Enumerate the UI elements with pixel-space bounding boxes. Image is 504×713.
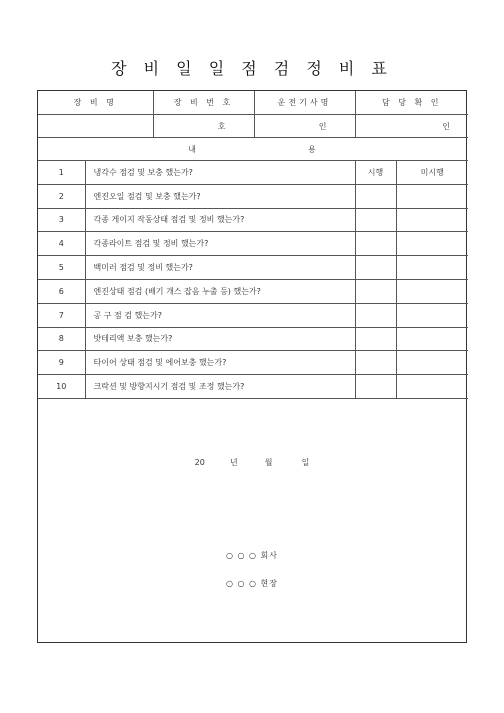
not-done-check-cell[interactable] xyxy=(396,351,468,375)
item-number: 6 xyxy=(38,279,85,303)
item-text: 엔진상태 점검 (배기 개스 잡음 누출 등) 했는가? xyxy=(85,279,355,303)
not-done-check-cell[interactable] xyxy=(396,232,468,256)
item-number: 1 xyxy=(38,161,85,185)
equipment-name-field[interactable] xyxy=(38,115,153,138)
content-header-left: 내 xyxy=(188,144,198,154)
page-title: 장 비 일 일 점 검 정 비 표 xyxy=(111,59,393,78)
equipment-no-label: 장 비 번 호 xyxy=(153,91,254,115)
item-text: 백미러 점검 및 정비 했는가? xyxy=(85,256,355,280)
not-done-column-header: 미시행 xyxy=(396,161,468,185)
not-done-check-cell[interactable] xyxy=(396,303,468,327)
company-name: ○ ○ ○ 회사 xyxy=(225,551,279,560)
not-done-check-cell[interactable] xyxy=(396,184,468,208)
item-number: 4 xyxy=(38,232,85,256)
not-done-check-cell[interactable] xyxy=(396,279,468,303)
item-text: 타이어 상태 점검 및 에어보충 했는가? xyxy=(85,351,355,375)
equipment-name-label: 장 비 명 xyxy=(38,91,153,115)
not-done-check-cell[interactable] xyxy=(396,327,468,351)
date-year: 20 xyxy=(194,458,205,467)
not-done-check-cell[interactable] xyxy=(396,256,468,280)
done-check-cell[interactable] xyxy=(355,303,396,327)
manager-confirm-field[interactable]: 인 xyxy=(355,115,468,138)
done-check-cell[interactable] xyxy=(355,327,396,351)
done-check-cell[interactable] xyxy=(355,375,396,399)
date-year-label: 년 xyxy=(229,458,238,467)
not-done-check-cell[interactable] xyxy=(396,208,468,232)
item-number: 8 xyxy=(38,327,85,351)
item-text: 공 구 점 검 했는가? xyxy=(85,303,355,327)
done-check-cell[interactable] xyxy=(355,351,396,375)
done-column-header: 시행 xyxy=(355,161,396,185)
equipment-no-field[interactable]: 호 xyxy=(153,115,254,138)
content-header xyxy=(38,138,468,161)
inspection-table xyxy=(38,91,468,399)
done-check-cell[interactable] xyxy=(355,279,396,303)
item-text: 밧테리액 보충 했는가? xyxy=(85,327,355,351)
content-header-right: 용 xyxy=(308,144,318,154)
item-number: 2 xyxy=(38,184,85,208)
done-check-cell[interactable] xyxy=(355,208,396,232)
item-text: 크락션 및 방향지시기 점검 및 조정 했는가? xyxy=(85,375,355,399)
item-number: 5 xyxy=(38,256,85,280)
operator-label: 운전기사명 xyxy=(254,91,355,115)
item-number: 10 xyxy=(38,375,85,399)
not-done-check-cell[interactable] xyxy=(396,375,468,399)
done-check-cell[interactable] xyxy=(355,232,396,256)
operator-field[interactable]: 인 xyxy=(254,115,355,138)
item-number: 7 xyxy=(38,303,85,327)
site-name: ○ ○ ○ 현장 xyxy=(225,579,279,588)
item-text: 엔진오일 점검 및 보충 했는가? xyxy=(85,184,355,208)
date-month-label: 월 xyxy=(264,458,273,467)
done-check-cell[interactable] xyxy=(355,256,396,280)
item-text: 각종 게이지 작동상태 점검 및 정비 했는가? xyxy=(85,208,355,232)
manager-confirm-label: 담 당 확 인 xyxy=(355,91,468,115)
item-text: 각종라이트 점검 및 정비 했는가? xyxy=(85,232,355,256)
item-number: 3 xyxy=(38,208,85,232)
date-day-label: 일 xyxy=(301,458,310,467)
item-text: 냉각수 점검 및 보충 했는가? xyxy=(85,161,355,185)
done-check-cell[interactable] xyxy=(355,184,396,208)
item-number: 9 xyxy=(38,351,85,375)
date-line xyxy=(0,457,504,468)
